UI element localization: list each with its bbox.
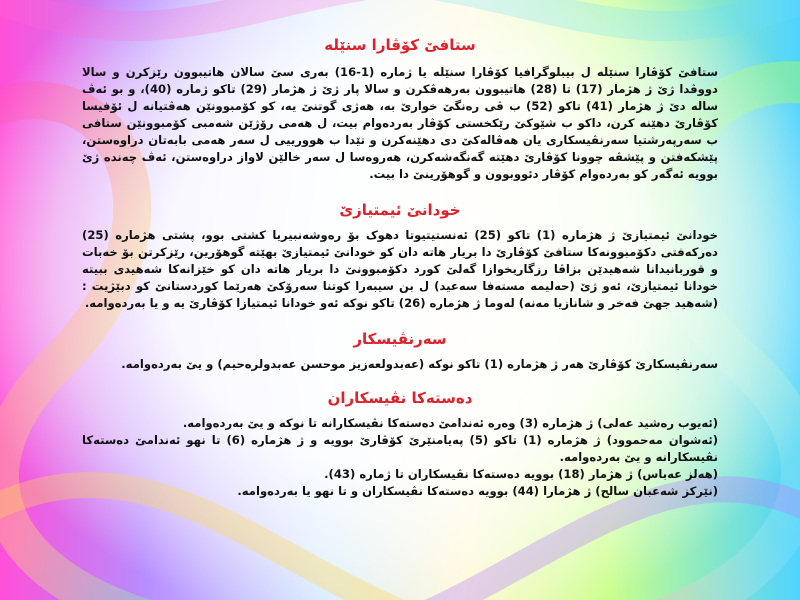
section-title-staff: ستافێ کۆڤارا سنێلە	[324, 36, 476, 54]
section-body-staff: ستافێ کۆڤارا سنێلە ل بیبلوگرافیا کۆڤارا سنێلە یا ژمارە (1-16) بەری سێ سالان هاتیبوون رێزکرن و سالا دووڤدا ژێ ژ هژمار (17) تا (28) هاتیبوون بەرهەڤکرن و سالا پار ژێ ژ هژمار (29) تاکو ژمارە (40)، و بو ئەڤ سالە دێ ژ هژمار (41) تاکو (52) ب ڤی رەنگێ خوارێ بە، هەژی گوتنێ یە، کو کۆمبوونێن هەڤتیانە ل ئۆفیسا کۆڤارێ دهێنە کرن، داکو ب شێوکێ رێکخستی کۆڤار بەردەوام بیت، ل هەمی رۆژێن شەمبی کۆمبوونێن ستافی ب سەرپەرشتیا سەرنڤیسکاری یان هەڤالەکێ دی دهێنەکرن و تێدا ب هوورییی ل سەر هەمی بابەتان دراوەستن، پێشکەفتن و پێشڤە چوونا کۆڤارێ دهێتە گەنگەشەکرن، هەروەسا ل سەر خالێن لاواز دراوەستن، ئەڤ چەندە ژێ بوویە ئەگەر کو بەردەوام کۆڤار دئووبوون و گوهۆرینێ دا بیت.	[82, 65, 719, 181]
section-editorial-board	[82, 389, 718, 500]
section-title-license-holder: خودانێ ئیمتیازێ	[339, 201, 461, 219]
section-title-editorial-board: دەستەکا نڤیسکاران	[327, 389, 473, 407]
section-body-license-holder: خودانێ ئیمتیازێ ژ هژمارە (1) تاکو (25) ئەنستیتیوتا دهوک بۆ رەوشەنبیریا کشتی بوو، پشتی هژمارە (25) دەرکەفتی دکۆمبوونەکا ستافێ کۆڤارێ دا بریار هاتە دان کو خودانێ ئیمتیازێ بهێتە گوهۆرین، رێزکرتن بۆ خەبات و قوربانیدانا شەهیدێن بزاڤا رزگاریخوازا گەلێ کورد دکۆمبوونێ دا بریار هاتە دان کو خێزانەکا شەهیدی ببیتە خودانا ئیمتیازێ، ئەو ژێ (حەلیمە مستەفا سەعید) ل بن سیبەرا کوتنا سەرۆکێ هەرێما کوردستانێ کو دبێژیت : (شەهید جهێ فەخر و شانازیا مەنە) لەوما ژ هژمارە (26) تاکو نوکە ئەو خودانا ئیمتیازا کۆڤارێ یە و یا بەردەوامە.	[82, 228, 718, 310]
section-license-holder	[82, 201, 718, 312]
section-body-editor-in-chief: سەرنڤیسکارێ کۆڤارێ هەر ژ هژمارە (1) تاکو نوکە (عەبدولعەزیز موحسن عەبدولرەحیم) و یێ بەردەوامە.	[121, 357, 718, 371]
section-title-editor-in-chief: سەرنڤیسکار	[353, 330, 447, 348]
section-staff	[82, 36, 718, 183]
editorial-board-entry: (نێرکز شەعبان سالح) ژ هژمارا (44) بوویە دەستەکا نڤیسکاران و تا نهو یا بەردەوامە.	[237, 484, 718, 498]
section-editor-in-chief	[82, 330, 718, 373]
document-page	[82, 24, 718, 584]
editorial-board-list	[82, 415, 718, 500]
editorial-board-entry: (ئەیوب رەشید عەلی) ژ هژمارە (3) وەرە ئەندامێ دەستەکا نڤیسکارانە تا نوکە و یێ بەردەوامە.	[182, 416, 718, 430]
editorial-board-entry: (ئەشوان مەحموود) ژ هژمارە (1) تاکو (5) پەیامنێرێ کۆڤارێ بوویە و ژ هژمارە (6) تا نهو ئەندامێ دەستەکا نڤیسکارانە و یێ بەردەوامە.	[82, 433, 718, 464]
editorial-board-entry: (هەلز عەباس) ژ هژمار (18) بوویە دەستەکا نڤیسکاران تا ژمارە (43).	[324, 467, 718, 481]
